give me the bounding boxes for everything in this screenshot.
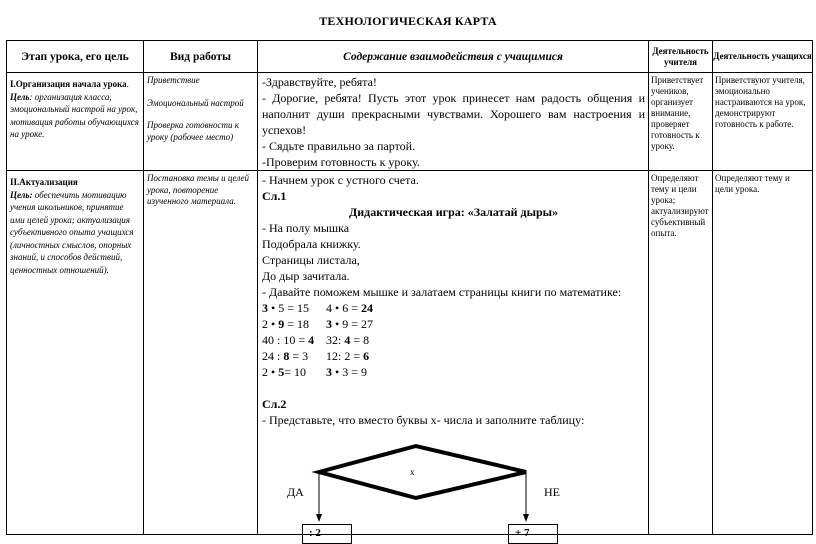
flow-yes-label: ДА — [287, 485, 304, 499]
content-line: -Здравствуйте, ребята! — [262, 75, 377, 89]
document-title: ТЕХНОЛОГИЧЕСКАЯ КАРТА — [319, 14, 497, 28]
yes-arrow-head — [316, 514, 322, 522]
slide-label: Сл.2 — [262, 397, 287, 411]
example-row — [262, 364, 645, 380]
header-work: Вид работы — [144, 41, 258, 73]
table-row — [7, 171, 813, 535]
content-line: - Начнем урок с устного счета. — [262, 173, 419, 187]
example-item: 24 : 8 = 3 — [262, 349, 309, 363]
example-item: 12: 2 = 6 — [326, 349, 370, 363]
content-line: - Представьте, что вместо буквы х- числа и заполните таблицу: — [262, 413, 585, 427]
example-item: 2 • 5= 10 — [262, 365, 306, 379]
example-item: 3 • 9 = 27 — [326, 317, 373, 331]
goal-label: Цель — [10, 91, 30, 102]
example-row — [262, 300, 645, 316]
teacher-activity: Определяют тему и цели урока; актуализируют субъективный опыта. — [649, 171, 713, 535]
example-row — [262, 348, 645, 364]
content-line: - Давайте поможем мышке и залатаем страницы книги по математике: — [262, 285, 622, 299]
header-teacher: Деятельность учителя — [649, 41, 713, 73]
work-cell — [144, 171, 258, 535]
goal-text: : организация класса, эмоциональный настрой на урок, мотивация работы обучающихся на уроке. — [10, 91, 139, 139]
content-line: -Проверим готовность к уроку. — [262, 155, 420, 169]
header-stage: Этап урока, его цель — [7, 41, 144, 73]
stage-title: I.Организация начала урока — [10, 79, 127, 89]
work-cell — [144, 73, 258, 171]
teacher-activity: Приветствует учеников, организует внимание, проверяет готовность к уроку. — [649, 73, 713, 171]
flowchart-lines — [262, 434, 642, 534]
flowchart — [262, 434, 642, 539]
work-item: Постановка темы и целей урока, повторение изученного материала. — [147, 173, 249, 206]
work-item: Эмоциональный настрой — [147, 97, 244, 108]
header-row — [7, 41, 813, 73]
example-item: 32: 4 = 8 — [326, 333, 370, 347]
goal-label: Цель: — [10, 189, 33, 200]
example-item: 3 • 5 = 15 — [262, 301, 309, 315]
poem-line: Страницы листала, — [262, 253, 360, 267]
work-item: Приветствие — [147, 75, 200, 85]
poem-line: До дыр зачитала. — [262, 269, 350, 283]
flow-left-box: : 2 — [302, 524, 352, 544]
work-item: Проверка готовности к уроку (рабочее место) — [147, 120, 239, 142]
example-item: 40 : 10 = 4 — [262, 333, 315, 347]
content-line: - Дорогие, ребята! Пусть этот урок принесет нам радость общения и наполнит души прекрасными чувствами. Хорошего вам настроения и успехов! — [262, 91, 645, 137]
student-activity: Приветствуют учителя, эмоционально настраиваются на урок, демонстрируют готовность к работе. — [713, 73, 813, 171]
game-title: Дидактическая игра: «Залатай дыры» — [348, 205, 559, 219]
content-cell — [258, 73, 649, 171]
header-content: Содержание взаимодействия с учащимися — [258, 41, 649, 73]
slide-label: Сл.1 — [262, 189, 287, 203]
flow-right-box: + 7 — [508, 524, 558, 544]
example-item: 3 • 3 = 9 — [326, 365, 367, 379]
example-row — [262, 332, 645, 348]
goal-text: обеспечить мотивацию учения школьников, принятие ими целей урока; актуализация субъективного опыта учащихся (личностных смыслов, опорных знаний, и способов действий, ценностных отношений). — [10, 189, 134, 275]
header-students: Деятельность учащихся — [713, 41, 813, 73]
example-item: 2 • 9 = 18 — [262, 317, 309, 331]
student-activity: Определяют тему и цели урока. — [713, 171, 813, 535]
flow-variable: х — [410, 467, 415, 477]
poem-line: Подобрала книжку. — [262, 237, 361, 251]
examples-list — [262, 300, 645, 380]
stage-title: II.Актуализация — [10, 177, 78, 187]
content-cell — [258, 171, 649, 539]
tech-card-table — [6, 40, 813, 539]
poem-line: - На полу мышка — [262, 221, 350, 235]
decision-diamond — [319, 446, 526, 498]
example-row — [262, 316, 645, 332]
example-item: 4 • 6 = 24 — [326, 301, 373, 315]
flow-no-label: НЕ — [544, 485, 560, 499]
table-row — [7, 73, 813, 171]
stage-cell — [7, 171, 144, 535]
content-line: - Сядьте правильно за партой. — [262, 139, 416, 153]
no-arrow-head — [523, 514, 529, 522]
stage-cell: I.Организация начала урока. Цель: организация класса, эмоциональный настрой на урок, мотивация работы обучающихся на уроке. — [7, 73, 144, 171]
